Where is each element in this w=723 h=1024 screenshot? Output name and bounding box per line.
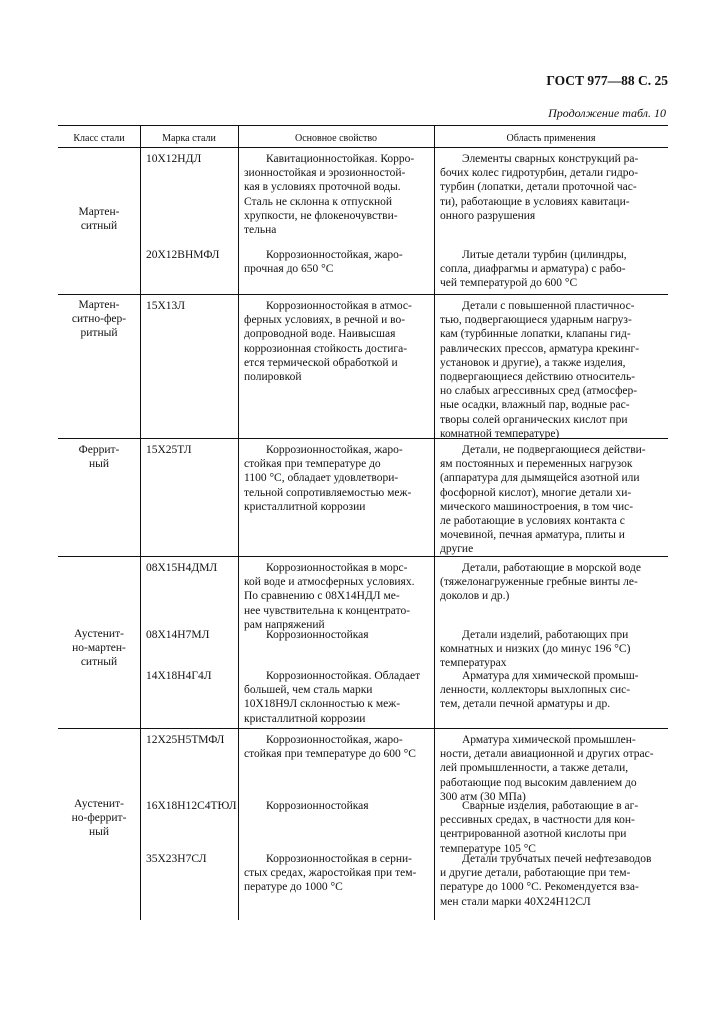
application-text: [440, 248, 662, 291]
application-text: [440, 733, 662, 804]
steel-class-line: Мартен-: [78, 206, 120, 218]
application-line: Детали изделий, работающих при: [462, 629, 629, 641]
application-line: Сварные изделия, работающие в аг-: [462, 800, 639, 812]
application-line: но слабых агрессивных сред (атмосфер-: [440, 385, 638, 398]
application-line: пературе до 1000 °С. Рекомендуется вза-: [440, 881, 639, 894]
property-line: пературе до 1000 °С: [244, 881, 343, 894]
application-line: комнатных и низких (до минус 196 °С): [440, 643, 631, 656]
table-top-rule: [58, 125, 668, 126]
application-text: [440, 852, 662, 909]
group-divider: [58, 294, 668, 295]
steel-class-line: Феррит-: [78, 444, 120, 456]
steel-grade: 16Х18Н12С4ТЮЛ: [146, 800, 237, 812]
page-header: ГОСТ 977—88 С. 25: [546, 73, 668, 88]
application-line: Детали, работающие в морской воде: [462, 562, 641, 574]
property-line: нее чувствительна к концентрато-: [244, 604, 411, 617]
application-line: установок и другие), а также изделия,: [440, 356, 626, 369]
steel-class-cell: [58, 298, 140, 340]
application-line: рессивных средах, в частности для кон-: [440, 814, 635, 827]
application-line: творы солей органических кислот при: [440, 413, 628, 426]
property-line: стойкая при температуре до 600 °С: [244, 748, 416, 761]
steel-class-line: ный: [88, 826, 110, 838]
property-line: Коррозионностойкая, жаро-: [266, 444, 403, 456]
application-line: мен стали марки 40Х24Н12СЛ: [440, 895, 591, 908]
property-line: рам напряжений: [244, 618, 325, 631]
steel-grade: 15Х13Л: [146, 300, 186, 312]
column-header-application: Область применения: [506, 133, 596, 144]
application-line: мического машиностроения, в том чис-: [440, 500, 634, 513]
group-divider: [58, 728, 668, 729]
application-line: кам (турбинные лопатки, клапаны гид-: [440, 328, 631, 341]
property-line: допроводной воде. Наивысшая: [244, 328, 396, 341]
column-header-property: Основное свойство: [294, 133, 378, 144]
steel-grade: 12Х25Н5ТМФЛ: [146, 734, 225, 746]
steel-class-line: ситно-фер-: [71, 313, 127, 325]
property-text: [244, 152, 428, 237]
steel-grade: 08Х14Н7МЛ: [146, 629, 210, 641]
steel-class-line: ритный: [80, 327, 118, 339]
application-text: [440, 799, 662, 856]
property-text: [244, 733, 428, 761]
application-line: подвергающиеся действию относитель-: [440, 371, 636, 384]
application-line: доколов и др.): [440, 590, 510, 603]
steel-class-line: но-феррит-: [71, 812, 127, 824]
application-line: турбин (лопатки, детали проточной час-: [440, 181, 637, 194]
property-line: Коррозионностойкая в морс-: [266, 562, 408, 574]
application-line: температуре 105 °С: [440, 842, 536, 855]
property-line: 10Х18Н9Л склонностью к меж-: [244, 698, 401, 711]
steel-class-line: но-мартен-: [72, 642, 126, 654]
property-line: стойкая при температуре до: [244, 458, 381, 471]
application-line: комнатной температуре): [440, 427, 560, 440]
application-line: Детали, не подвергающиеся действи-: [462, 444, 646, 456]
application-line: 300 атм (30 МПа): [440, 790, 526, 803]
application-line: чей температурой до 600 °С: [440, 277, 578, 290]
column-header-grade: Марка стали: [162, 133, 216, 144]
property-line: По сравнению с 08Х14НДЛ ме-: [244, 590, 400, 603]
property-line: Коррозионностойкая. Обладает: [266, 670, 421, 682]
steel-grade: 35Х23Н7СЛ: [146, 853, 207, 865]
steel-class-line: ситный: [80, 656, 118, 668]
application-line: онного разрушения: [440, 209, 536, 222]
property-line: Коррозионностойкая: [266, 629, 369, 641]
application-line: ности, детали авиационной и других отрас-: [440, 748, 654, 761]
application-line: ные осадки, влажный пар, водные рас-: [440, 399, 630, 412]
application-text: [440, 561, 662, 604]
application-line: Детали трубчатых печей нефтезаводов: [462, 853, 652, 865]
property-line: стых средах, жаростойкая при тем-: [244, 867, 417, 880]
property-text: [244, 248, 428, 276]
application-line: Элементы сварных конструкций ра-: [462, 153, 639, 165]
property-line: кристаллитной коррозии: [244, 712, 366, 725]
application-line: Арматура химической промышлен-: [462, 734, 636, 746]
application-line: фосфорной кислот), многие детали хи-: [440, 486, 632, 499]
steel-class-line: Аустенит-: [74, 628, 124, 640]
property-line: кая в условиях проточной воды.: [244, 181, 401, 194]
table-caption: Продолжение табл. 10: [548, 106, 666, 120]
application-line: тью, подвергающиеся ударным нагруз-: [440, 314, 632, 327]
property-line: тельной сопротивляемостью меж-: [244, 486, 412, 499]
property-line: коррозионная стойкость достига-: [244, 342, 408, 355]
application-line: (аппаратура для дымящейся азотной или: [440, 472, 640, 485]
property-text: [244, 852, 428, 895]
application-line: тем, детали печной арматуры и др.: [440, 698, 611, 711]
column-divider: [434, 125, 435, 920]
property-text: [244, 561, 428, 632]
steel-class-line: ситный: [80, 220, 118, 232]
steel-class-cell: [58, 443, 140, 471]
application-line: ле работающие в условиях контакта с: [440, 515, 625, 528]
application-line: равлических прессов, арматура крекинг-: [440, 342, 640, 355]
column-divider: [238, 125, 239, 920]
property-line: тельна: [244, 224, 277, 237]
property-line: Коррозионностойкая, жаро-: [266, 249, 403, 261]
property-line: ферных условиях, в речной и во-: [244, 314, 406, 327]
steel-class-line: ный: [88, 458, 110, 470]
application-line: Арматура для химической промыш-: [462, 670, 639, 682]
property-line: полировкой: [244, 371, 302, 384]
steel-grade: 14Х18Н4Г4Л: [146, 670, 212, 682]
property-text: [244, 299, 428, 384]
property-line: прочная до 650 °С: [244, 263, 334, 276]
application-text: [440, 152, 662, 223]
application-line: температурах: [440, 657, 507, 670]
application-line: и другие детали, работающие при тем-: [440, 867, 631, 880]
application-line: бочих колес гидротурбин, детали гидро-: [440, 167, 639, 180]
column-header-class: Класс стали: [73, 133, 125, 144]
application-line: ти), работающие в условиях кавитаци-: [440, 195, 630, 208]
application-text: [440, 443, 662, 557]
steel-class-cell: [58, 205, 140, 233]
property-line: хрупкости, не флокеночувстви-: [244, 209, 398, 222]
property-line: большей, чем сталь марки: [244, 684, 373, 697]
property-text: [244, 669, 428, 726]
application-line: Литые детали турбин (цилиндры,: [462, 249, 627, 261]
property-line: зионностойкая и эрозионностой-: [244, 167, 406, 180]
property-line: кой воде и атмосферных условиях.: [244, 576, 415, 589]
property-line: Коррозионностойкая, жаро-: [266, 734, 403, 746]
steel-grade: 15Х25ТЛ: [146, 444, 192, 456]
steel-class-line: Аустенит-: [74, 798, 124, 810]
application-line: ленности, коллекторы выхлопных сис-: [440, 684, 631, 697]
property-line: Коррозионностойкая: [266, 800, 369, 812]
table-header-rule: [58, 147, 668, 148]
steel-grade: 20Х12ВНМФЛ: [146, 249, 220, 261]
steel-grade: 10Х12НДЛ: [146, 153, 202, 165]
property-line: Сталь не склонна к отпускной: [244, 195, 393, 208]
application-text: [440, 669, 662, 712]
steel-class-line: Мартен-: [78, 299, 120, 311]
application-text: [440, 299, 662, 441]
application-line: (тяжелонагруженные гребные винты ле-: [440, 576, 638, 589]
application-line: ям постоянных и переменных нагрузок: [440, 458, 633, 471]
property-line: ется термической обработкой и: [244, 356, 398, 369]
property-text: [244, 443, 428, 514]
property-line: 1100 °С, обладает удовлетвори-: [244, 472, 399, 485]
steel-class-cell: [58, 797, 140, 839]
steel-class-cell: [58, 627, 140, 669]
property-line: кристаллитной коррозии: [244, 500, 366, 513]
application-line: лей промышленности, а также детали,: [440, 762, 629, 775]
column-divider: [140, 125, 141, 920]
property-line: Кавитационностойкая. Корро-: [266, 153, 415, 165]
property-line: Коррозионностойкая в серни-: [266, 853, 412, 865]
application-text: [440, 628, 662, 671]
property-text: [244, 799, 428, 813]
application-line: сопла, диафрагмы и арматура) с рабо-: [440, 263, 626, 276]
application-line: центрированной азотной кислоты при: [440, 828, 627, 841]
application-line: работающие под высоким давлением до: [440, 776, 637, 789]
property-line: Коррозионностойкая в атмос-: [266, 300, 412, 312]
steel-grade: 08Х15Н4ДМЛ: [146, 562, 218, 574]
application-line: Детали с повышенной пластичнос-: [462, 300, 635, 312]
property-text: [244, 628, 428, 642]
application-line: другие: [440, 543, 474, 556]
application-line: мочевиной, печная арматура, плиты и: [440, 529, 625, 542]
